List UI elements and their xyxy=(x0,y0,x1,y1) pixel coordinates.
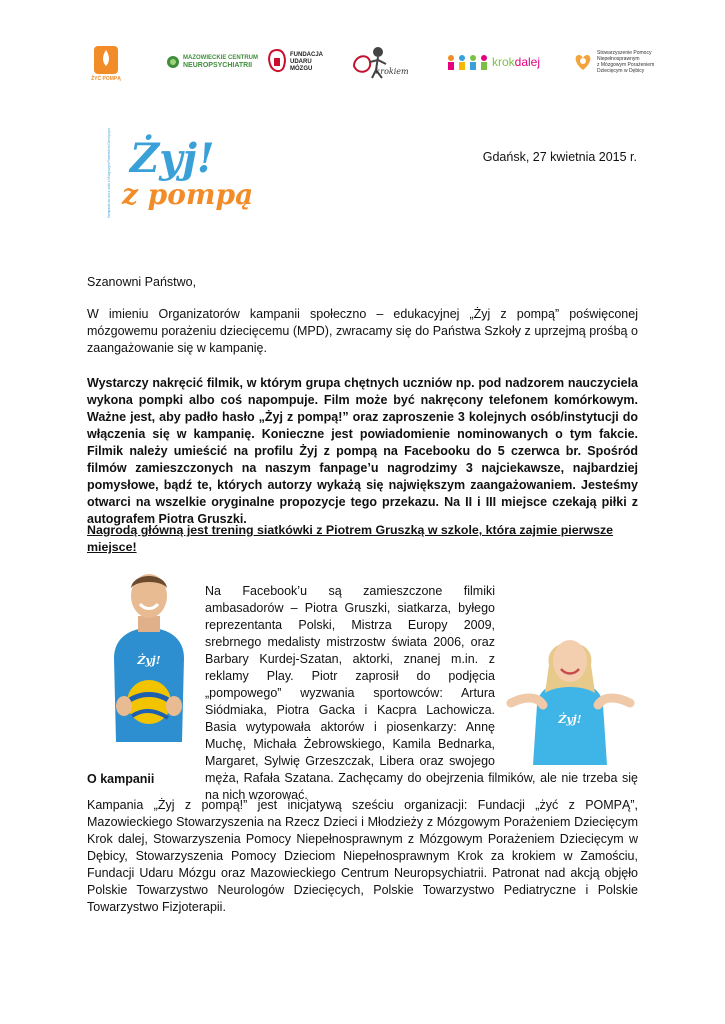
piotr-gruszka-photo xyxy=(100,566,198,742)
krok-dalej-word1: krok xyxy=(492,55,515,69)
debica-line1: Stowarzyszenie Pomocy xyxy=(597,50,652,56)
debica-line4: Dziecięcym w Dębicy xyxy=(597,68,645,74)
mazowieckie-centrum-logo xyxy=(166,42,258,82)
piotr-shirt-logo: Żyj! xyxy=(137,654,161,667)
krok-za-krokiem-logo xyxy=(348,42,412,82)
fundacja-udaru-logo xyxy=(266,42,328,82)
zyc-pompa-text: ŻYĆ POMPĄ xyxy=(91,76,121,82)
intro-paragraph: W imieniu Organizatorów kampanii społeczno – edukacyjnej „Żyj z pompą” poświęconej mózgowemu porażeniu dziecięcemu (MPD), zwracamy się do Państwa Szkoły z uprzejmą prośbą o zaangażowanie się w kampanię. xyxy=(87,307,638,355)
campaign-logo xyxy=(100,128,254,223)
barbara-kurdej-szatan-photo xyxy=(503,625,638,765)
about-paragraph: Kampania „Żyj z pompą!” jest inicjatywą sześciu organizacji: Fundacji „żyć z POMPĄ”, Mazowieckiego Stowarzyszenia na Rzecz Dzieci i Młodzieży z Mózgowym Porażeniem Dziecięcym Krok dalej, Stowarzyszenia Pomocy Niepełnosprawnym z Mózgowym Porażeniem Dziecięcym w Dębicy, Stowarzyszenia Pomocy Dzieciom Niepełnosprawnym Krok za krokiem w Zamościu, Fundacji Udaru Mózgu oraz Mazowieckiego Centrum Neuropsychiatrii. Patronat nad akcją objęło Polskie Towarzystwo Neurologów Dziecięcych, Polskie Towarzystwo Pediatryczne i Polskie Towarzystwo Fizjoterapii. xyxy=(87,798,638,914)
campaign-logo-tagline: Kampania na rzecz osób z Mózgowym Porażeniem Dziecięcym xyxy=(107,128,111,218)
heart-hands-icon xyxy=(572,51,594,73)
krok-dalej-logo xyxy=(446,42,541,82)
kids-icon xyxy=(446,52,490,72)
ambassadors-text: Na Facebook’u są zamieszczone filmiki ambasadorów – Piotra Gruszki, siatkarza, byłego reprezentanta Polski, Mistrza Europy 2009, srebrnego medalisty mistrzostw świata 2006, oraz Barbary Kurdej-Szatan, aktorki, znanej m.in. z reklamy Play. Piotr zaprosił do podjęcia „pompowego” wyzwania sportowców: Artura Siódmiaka, Piotra Gacka i Kacpra Lachowicza. Basia wytypowała aktorów i piosenkarzy: Annę Muchę, Michała Żebrowskiego, Kamila Bednarka, Margaret, Sylwię Grzeszczak, Libera oraz swojego męża, Rafała Szatana. Zachęcamy do obejrzenia filmików, ale nie trzeba się na nich wzorować. xyxy=(205,584,638,802)
instructions-paragraph: Wystarczy nakręcić filmik, w którym grupa chętnych uczniów np. pod nadzorem nauczyciela wykona pompki albo coś napompuje. Film może być nakręcony telefonem komórkowym. Ważne jest, aby padło hasło „Żyj z pompą!” oraz zaproszenie 3 kolejnych osób/instytucji do włączenia się w kampanię. Konieczne jest powiadomienie nominowanych o tym fakcie. Filmik należy umieścić na profilu Żyj z pompą na Facebooku do 5 czerwca br. Spośród filmów zamieszczonych na naszym fanpage’u nagrodzimy 3 najciekawsze, najbardziej pomysłowe, bądź te, których autorzy wykażą się największym zaangażowaniem. Jesteśmy otwarci na wszelkie oryginalne propozycje tego przekazu. Na II i III miejsce czekają piłki z autografem Piotra Gruszki. xyxy=(87,376,638,526)
barbara-shirt-logo: Żyj! xyxy=(558,713,582,726)
campaign-logo-subtitle: z pompą xyxy=(122,178,254,211)
brain-icon xyxy=(266,48,288,76)
zyc-pompa-logo xyxy=(90,42,122,82)
header-logos xyxy=(86,42,655,82)
udaru-line2: UDARU xyxy=(290,58,312,65)
debica-logo xyxy=(572,42,662,82)
udaru-line1: FUNDACJA xyxy=(290,51,323,58)
krok-dalej-word2: dalej xyxy=(514,55,541,69)
salutation: Szanowni Państwo, xyxy=(87,275,197,289)
leaf-icon xyxy=(166,55,180,69)
mazowieckie-line1: MAZOWIECKIE CENTRUM xyxy=(183,55,258,61)
main-prize: Nagrodą główną jest trening siatkówki z Piotrem Gruszką w szkole, która zajmie pierwsze miejsce! xyxy=(87,523,614,554)
mazowieckie-line2: NEUROPSYCHIATRII xyxy=(183,62,253,69)
debica-line3: z Mózgowym Porażeniem xyxy=(597,62,655,68)
about-heading: O kampanii xyxy=(87,772,155,786)
letter-date: Gdańsk, 27 kwietnia 2015 r. xyxy=(482,150,637,164)
udaru-line3: MÓZGU xyxy=(290,65,313,72)
krokiem-text: krokiem xyxy=(375,67,409,76)
debica-line2: Niepełnosprawnym xyxy=(597,56,640,62)
campaign-logo-title: Żyj! xyxy=(130,135,215,182)
